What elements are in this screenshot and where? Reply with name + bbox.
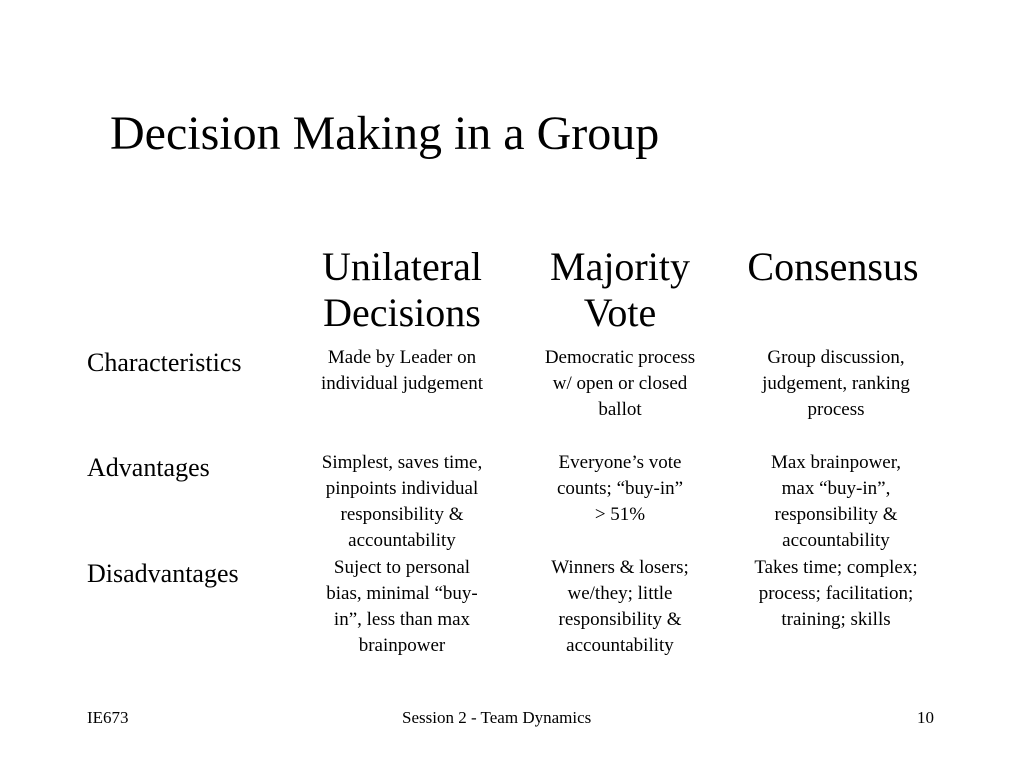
cell-disadvantages-unilateral (292, 555, 512, 659)
cell-line: Group discussion, (767, 347, 905, 368)
column-header-majority (505, 244, 735, 336)
cell-line: Winners & losers; (551, 557, 689, 578)
cell-line: counts; “buy-in” (556, 478, 684, 499)
cell-disadvantages-majority (510, 555, 730, 659)
footer-course-code: IE673 (87, 708, 129, 727)
footer-session-title: Session 2 - Team Dynamics (402, 708, 592, 727)
cell-line: max “buy-in”, (781, 478, 891, 499)
cell-line: pinpoints individual (325, 478, 479, 499)
cell-characteristics-consensus (726, 345, 946, 423)
cell-line: responsibility & (774, 504, 898, 525)
column-header-line: Majority (550, 244, 690, 289)
cell-advantages-consensus (726, 450, 946, 554)
footer-page-number: 10 (917, 708, 934, 727)
cell-line: individual judgement (320, 373, 483, 394)
cell-disadvantages-consensus (726, 555, 946, 633)
cell-line: process; facilitation; (758, 583, 914, 604)
cell-line: accountability (782, 530, 890, 551)
cell-line: judgement, ranking (762, 373, 910, 394)
cell-line: responsibility & (340, 504, 464, 525)
column-header-line: Unilateral (322, 244, 482, 289)
cell-line: > 51% (594, 504, 646, 525)
column-header-line: Decisions (323, 290, 481, 335)
slide-title: Decision Making in a Group (110, 107, 660, 160)
row-label-advantages: Advantages (87, 453, 210, 482)
cell-characteristics-unilateral (292, 345, 512, 397)
cell-line: Democratic process (544, 347, 696, 368)
cell-line: training; skills (781, 609, 891, 630)
column-header-line: Vote (583, 290, 657, 335)
cell-line: w/ open or closed (552, 373, 688, 394)
cell-line: accountability (566, 635, 674, 656)
cell-line: bias, minimal “buy- (326, 583, 478, 604)
cell-line: Suject to personal (333, 557, 471, 578)
cell-line: ballot (598, 399, 642, 420)
cell-line: Max brainpower, (770, 452, 902, 473)
cell-line: brainpower (358, 635, 446, 656)
cell-line: responsibility & (558, 609, 682, 630)
cell-line: accountability (348, 530, 456, 551)
cell-line: in”, less than max (333, 609, 471, 630)
cell-line: Made by Leader on (327, 347, 477, 368)
cell-characteristics-majority (510, 345, 730, 423)
cell-line: Simplest, saves time, (321, 452, 483, 473)
cell-line: Everyone’s vote (558, 452, 682, 473)
row-label-disadvantages: Disadvantages (87, 559, 239, 588)
column-header-consensus (718, 244, 948, 290)
cell-line: Takes time; complex; (754, 557, 918, 578)
cell-line: process (807, 399, 865, 420)
column-header-unilateral (287, 244, 517, 336)
column-header-line: Consensus (747, 244, 919, 289)
cell-advantages-majority (510, 450, 730, 528)
row-label-characteristics: Characteristics (87, 348, 242, 377)
cell-line: we/they; little (567, 583, 673, 604)
cell-advantages-unilateral (292, 450, 512, 554)
